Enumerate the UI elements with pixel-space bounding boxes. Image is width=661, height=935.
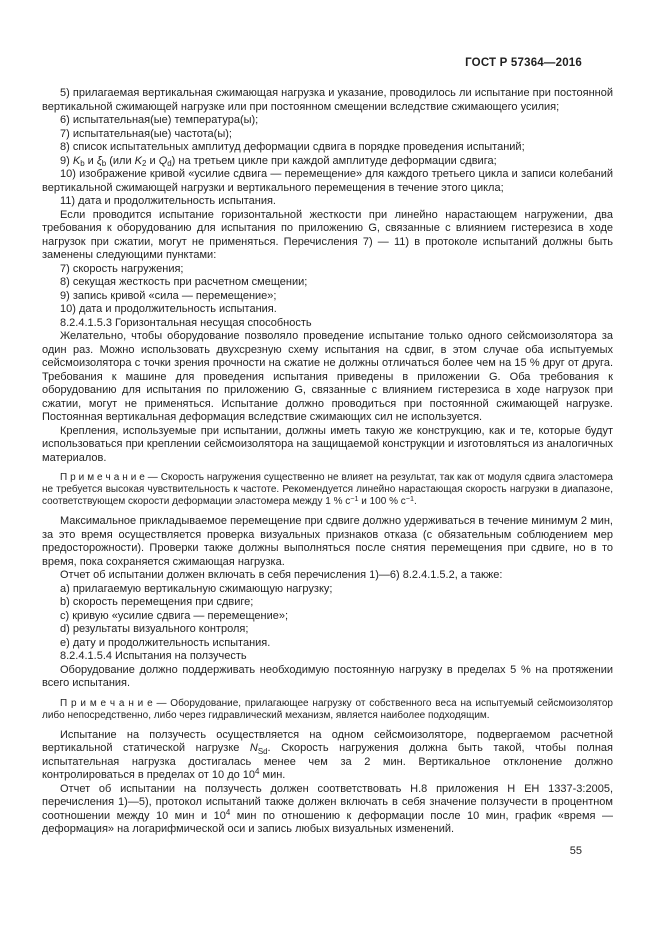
paragraph: Крепления, используемые при испытании, должны иметь такую же конструкцию, как и те, которые будут использоваться при креплении сейсмоизолятора на защищаемой конструкции и изготовляться из аналогичных материалов. <box>42 424 613 464</box>
list-item: e) дату и продолжительность испытания. <box>60 636 271 649</box>
note-paragraph: П р и м е ч а н и е — Оборудование, прилагающее нагрузку от собственного веса на испытуемый сейсмоизолятор либо непосредственно, либо через гидравлический механизм, является наиболее подходящим. <box>42 697 613 721</box>
running-header: ГОСТ Р 57364—2016 <box>465 57 582 69</box>
paragraph: Максимальное прикладываемое перемещение при сдвиге должно удерживаться в течение минимум 2 мин, за это время осуществляется проверка визуальных признаков отказа (с обязательным соблюдением мер предосторожности). Проверки также должны выполняться после снятия перемещения при сдвиге, но в то время, пока сохраняется сжимающая нагрузка. <box>42 515 613 568</box>
page-content <box>42 57 613 857</box>
paragraph: 8.2.4.1.5.4 Испытания на ползучесть <box>60 650 247 662</box>
paragraph: Отчет об испытании на ползучесть должен соответствовать Н.8 приложения Н ЕН 1337-3:2005, перечисления 1)—5), протокол испытаний также должен включать в себя значение ползучести в процентном соотношении между 10 мин и $10^4$ мин по отношению к деформации после 10 мин, график «время — деформация» на логарифмической оси и запись любых визуальных изменений. <box>42 782 613 835</box>
list-item: 10) изображение кривой «усилие сдвига — перемещение» для каждого третьего цикла и записи колебаний вертикальной сжимающей нагрузки и вертикального перемещения в течение этого цикла; <box>42 168 613 194</box>
list-item: 10) дата и продолжительность испытания. <box>60 303 277 315</box>
list-item: b) скорость перемещения при сдвиге; <box>60 596 254 608</box>
list-item: d) результаты визуального контроля; <box>60 623 249 635</box>
note-paragraph: П р и м е ч а н и е — Скорость нагружения существенно не влияет на результат, так как от модуля сдвига эластомера не требуется высокая чувствительность к частоте. Рекомендуется линейно нарастающая скорость нагрузки в диапазоне, соответствующем скорости деформации эластомера между 1 % $с^{-1}$ и 100 % $с^{-1}$. <box>42 472 613 507</box>
list-item: 8) секущая жесткость при расчетном смещении; <box>60 276 308 288</box>
paragraph: Если проводится испытание горизонтальной жесткости при линейно нарастающем нагружении, два требования к оборудованию для испытания по приложению G, связанные с влиянием гистерезиса в ходе нагрузок при сжатии, могут не применяться. Перечисления 7) — 11) в протоколе испытаний должны быть заменены следующими пунктами: <box>42 208 613 261</box>
list-item: 7) скорость нагружения; <box>60 262 184 275</box>
list-item: 6) испытательная(ые) температура(ы); <box>60 114 259 126</box>
list-item: 9) $K_b$ и $\xi_b$ (или $K_2$ и $Q_d$) на третьем цикле при каждой амплитуде деформации сдвига; <box>60 154 497 169</box>
paragraph: Оборудование должно поддерживать необходимую постоянную нагрузку в пределах 5 % на протяжении всего испытания. <box>42 663 613 689</box>
page-number: 55 <box>569 844 582 857</box>
list-item: c) кривую «усилие сдвига — перемещение»; <box>60 609 289 622</box>
paragraph: 8.2.4.1.5.3 Горизонтальная несущая способность <box>60 316 312 329</box>
list-item: a) прилагаемую вертикальную сжимающую нагрузку; <box>60 582 333 595</box>
document-body <box>42 87 613 837</box>
list-item: 5) прилагаемая вертикальная сжимающая нагрузка и указание, проводилось ли испытание при постоянной вертикальной сжимающей нагрузке или при постоянном смещении вследствие сжимающего усилия; <box>42 87 613 113</box>
paragraph: Отчет об испытании должен включать в себя перечисления 1)—6) 8.2.4.1.5.2, а также: <box>60 569 503 581</box>
list-item: 9) запись кривой «сила — перемещение»; <box>60 289 277 302</box>
list-item: 11) дата и продолжительность испытания. <box>60 195 276 207</box>
list-item: 7) испытательная(ые) частота(ы); <box>60 127 232 140</box>
paragraph: Испытание на ползучесть осуществляется на одном сейсмоизоляторе, подвергаемом расчетной вертикальной статической нагрузке $N_{Sd}$. Скорость нагружения должна быть такой, чтобы полная испытательная нагрузка достигалась менее чем за 2 мин. Вертикальное отклонение должно контролироваться в пределах от 10 до $10^4$ мин. <box>42 728 613 781</box>
paragraph: Желательно, чтобы оборудование позволяло проведение испытание только одного сейсмоизолятора за один раз. Можно использовать двухсрезную схему испытания на сдвиг, в этом случае оба испытуемых сейсмоизолятора с точки зрения прочности на сжатие не должны отличаться более чем на 15 % друг от друга. Требования к машине для проведения испытания приведены в приложении G. Оба требования к оборудованию для испытания по приложению G, связанные с влиянием гистерезиса в ходе нагрузок при сжатии, могут не применяться. Испытание должно проводиться при постоянной сжимающей нагрузке. Постоянная вертикальная деформация вследствие сжимающих сил не используется. <box>42 330 613 423</box>
list-item: 8) список испытательных амплитуд деформации сдвига в порядке проведения испытаний; <box>60 141 525 153</box>
